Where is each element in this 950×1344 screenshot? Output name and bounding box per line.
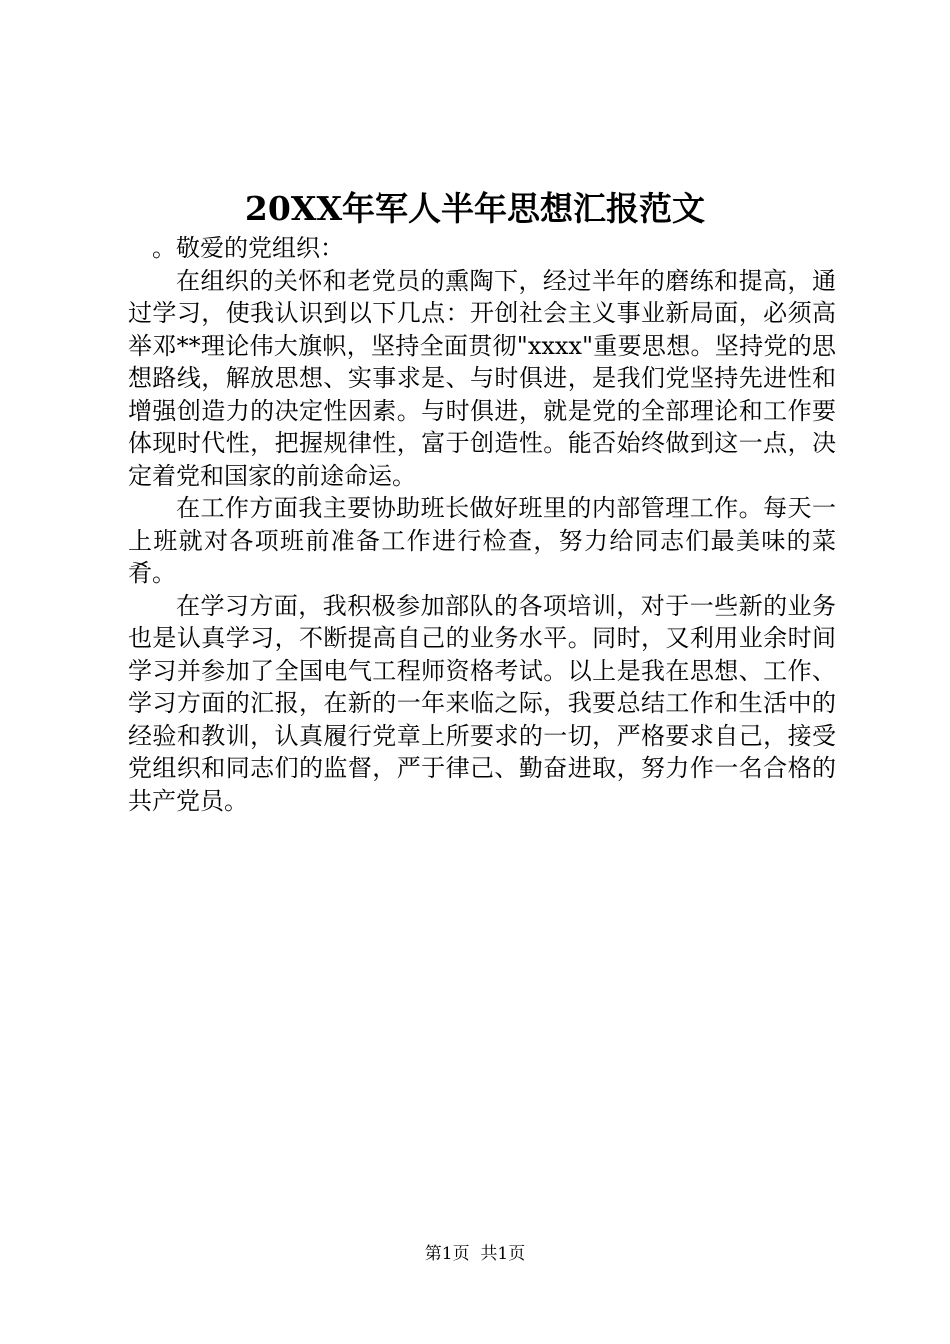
paragraph-3: 在学习方面，我积极参加部队的各项培训，对于一些新的业务也是认真学习，不断提高自己的业务水平。同时，又利用业余时间学习并参加了全国电气工程师资格考试。以上是我在思想、工作、学习方面的汇报，在新的一年来临之际，我要总结工作和生活中的经验和教训，认真履行党章上所要求的一切，严格要求自己，接受党组织和同志们的监督，严于律己、勤奋进取，努力作一名合格的共产党员。 — [128, 591, 836, 815]
document-body — [128, 232, 836, 817]
salutation: 。敬爱的党组织： — [152, 234, 344, 262]
footer-spacer — [470, 1244, 481, 1264]
paragraph-2: 在工作方面我主要协助班长做好班里的内部管理工作。每天一上班就对各项班前准备工作进行检查，努力给同志们最美味的菜肴。 — [128, 494, 836, 587]
page-footer — [0, 1242, 950, 1266]
document-title: 20XX年军人半年思想汇报范文 — [244, 189, 706, 228]
paragraph-1: 在组织的关怀和老党员的熏陶下，经过半年的磨练和提高，通过学习，使我认识到以下几点：开创社会主义事业新局面，必须高举邓**理论伟大旗帜，坚持全面贯彻"xxxx"重要思想。坚持党的思想路线，解放思想、实事求是、与时俱进，是我们党坚持先进性和增强创造力的决定性因素。与时俱进，就是党的全部理论和工作要体现时代性，把握规律性，富于创造性。能否始终做到这一点，决定着党和国家的前途命运。 — [128, 266, 836, 490]
page-number-current: 第1页 — [424, 1244, 470, 1264]
page-number-total: 共1页 — [480, 1244, 526, 1264]
